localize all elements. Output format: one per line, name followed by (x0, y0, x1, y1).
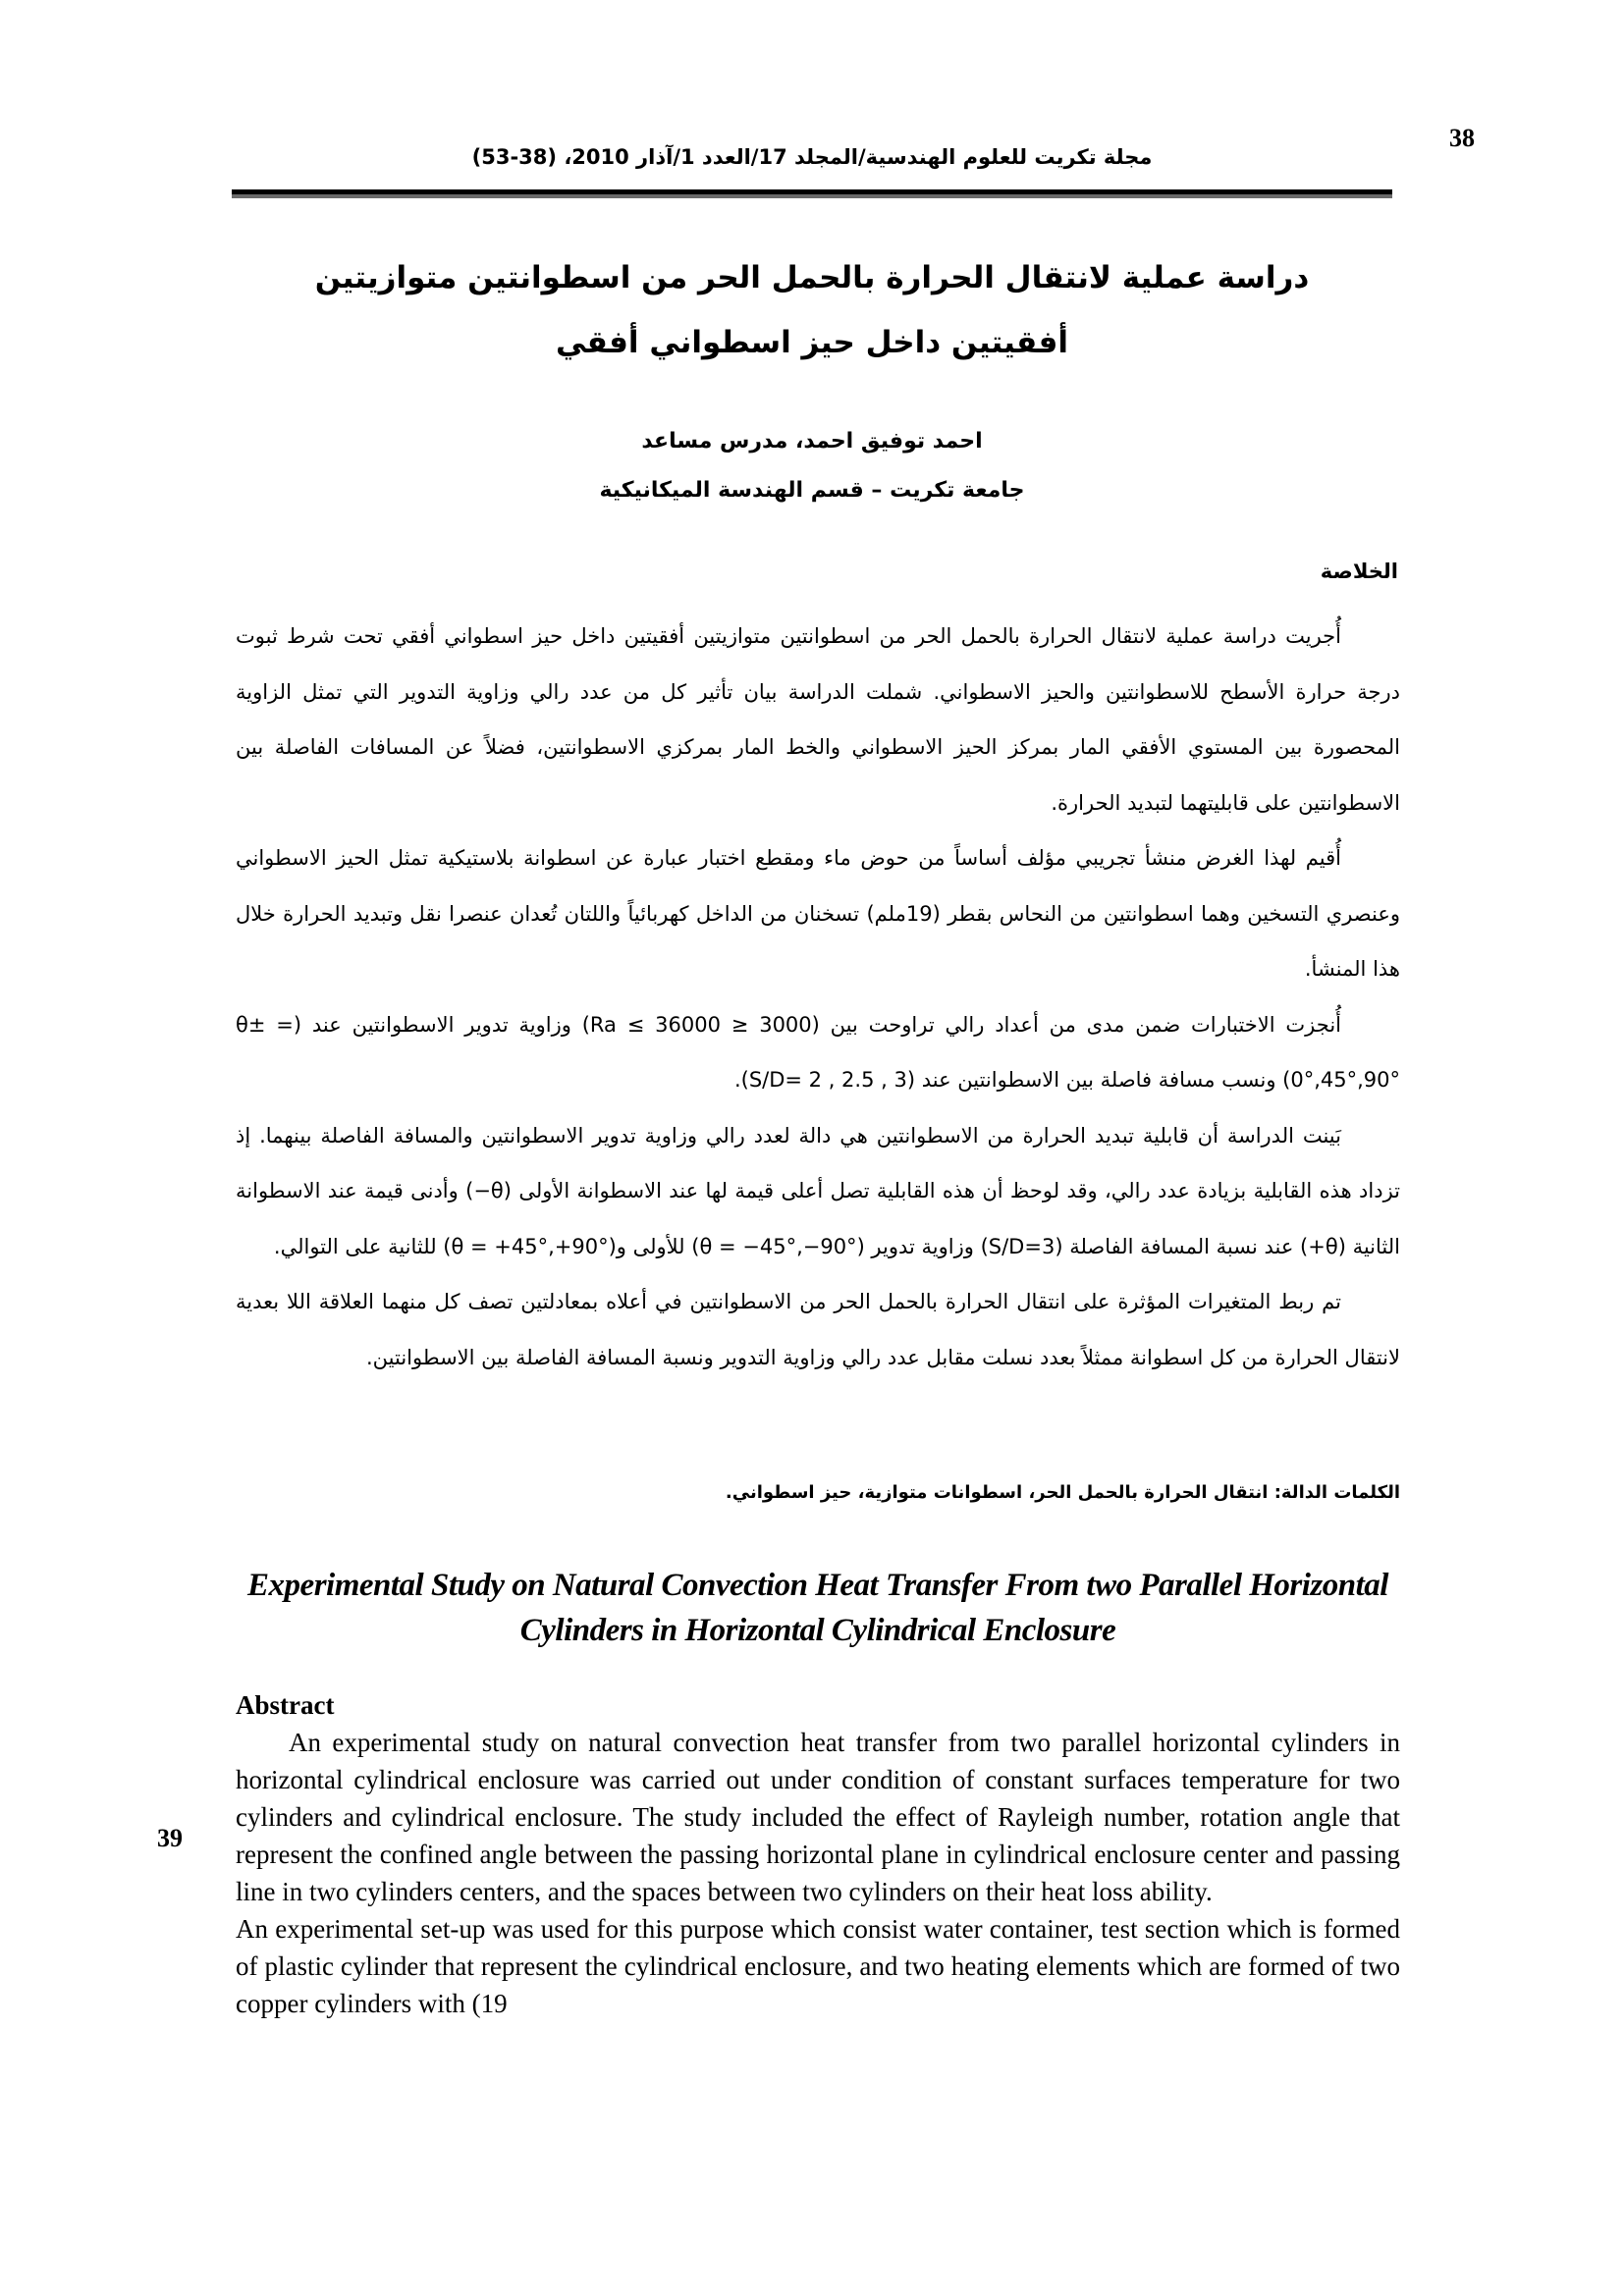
arabic-paragraph: أُنجزت الاختبارات ضمن مدى من أعداد رالي تراوحت بين (3000 ≤ Ra ≤ 36000) وزاوية تدوير الاسطوانتين عند (θ± = 0°,45°,90°) ونسب مسافة فاصلة بين الاسطوانتين عند (S/D= 2 , 2.5 , 3). (236, 1012, 1400, 1092)
arabic-title-line: دراسة عملية لانتقال الحرارة بالحمل الحر من اسطوانتين متوازيتين (314, 260, 1310, 295)
arabic-paragraph: تم ربط المتغيرات المؤثرة على انتقال الحرارة بالحمل الحر من الاسطوانتين في أعلاه بمعادلتين تصف كل منهما العلاقة اللا بعدية لانتقال الحرارة من كل اسطوانة ممثلاً بعدد نسلت مقابل عدد رالي وزاوية التدوير ونسبة المسافة الفاصلة بين الاسطوانتين. (236, 1290, 1400, 1369)
arabic-abstract-body (236, 609, 1400, 1385)
author-block (295, 417, 1329, 515)
arabic-title (295, 245, 1329, 375)
arabic-paragraph: بَينت الدراسة أن قابلية تبديد الحرارة من الاسطوانتين هي دالة لعدد رالي وزاوية تدوير الاسطوانتين والمسافة الفاصلة بينهما. إذ تزداد هذه القابلية بزيادة عدد رالي، وقد لوحظ أن هذه القابلية تصل أعلى قيمة لها عند الاسطوانة الأولى (θ−) وأدنى قيمة عند الاسطوانة الثانية (θ+) عند نسبة المسافة الفاصلة (S/D=3) وزاوية تدوير (θ = −45°,−90°) للأولى و(θ = +45°,+90°) للثانية على التوالي. (236, 1123, 1401, 1258)
english-abstract-body (236, 1724, 1400, 2022)
english-paragraph: An experimental study on natural convection heat transfer from two parallel horizontal cylinders in horizontal cylindrical enclosure was carried out under condition of constant surfaces temperature for two cylinders and cylindrical enclosure. The study included the effect of Rayleigh number, rotation angle that represent the confined angle between the passing horizontal plane in cylindrical enclosure center and passing line in two cylinders centers, and the spaces between two cylinders on their heat loss ability. (236, 1728, 1400, 1906)
header-rule-shadow (232, 194, 1392, 198)
arabic-abstract-heading: الخلاصة (1320, 560, 1398, 583)
english-title: Experimental Study on Natural Convection Heat Transfer From two Parallel Horizontal Cylinders in Horizontal Cylindrical Enclosure (247, 1568, 1388, 1648)
english-abstract-heading: Abstract (236, 1690, 335, 1720)
author-name: احمد توفيق احمد، مدرس مساعد (641, 429, 983, 454)
arabic-keywords: الكلمات الدالة: انتقال الحرارة بالحمل الحر، اسطوانات متوازية، حيز اسطواني. (725, 1482, 1400, 1503)
arabic-paragraph: أُجريت دراسة عملية لانتقال الحرارة بالحمل الحر من اسطوانتين متوازيتين أفقيتين داخل حيز اسطواني أفقي تحت شرط ثبوت درجة حرارة الأسطح للاسطوانتين والحيز الاسطواني. شملت الدراسة بيان تأثير كل من عدد رالي وزاوية التدوير التي تمثل الزاوية المحصورة بين المستوي الأفقي المار بمركز الحيز الاسطواني والخط المار بمركزي الاسطوانتين، فضلاً عن المسافات الفاصلة بين الاسطوانتين على قابليتهما لتبديد الحرارة. (236, 624, 1400, 815)
journal-header: مجلة تكريت للعلوم الهندسية/المجلد 17/العدد 1/آذار 2010، (38-53) (471, 145, 1153, 169)
page-number-side: 39 (157, 1824, 183, 1852)
arabic-paragraph: أُقيم لهذا الغرض منشأ تجريبي مؤلف أساساً من حوض ماء ومقطع اختبار عبارة عن اسطوانة بلاستيكية تمثل الحيز الاسطواني وعنصري التسخين وهما اسطوانتين من النحاس بقطر (19ملم) تسخنان من الداخل كهربائياً واللتان تُعدان عنصرا نقل وتبديد الحرارة خلال هذا المنشأ. (236, 846, 1400, 981)
author-affiliation: جامعة تكريت – قسم الهندسة الميكانيكية (599, 478, 1025, 503)
page-number: 38 (1449, 124, 1475, 152)
arabic-title-line: أفقيتين داخل حيز اسطواني أفقي (555, 325, 1069, 360)
english-paragraph: An experimental set-up was used for this purpose which consist water container, test section which is formed of plastic cylinder that represent the cylindrical enclosure, and two heating elements which are formed of two copper cylinders with (19 (236, 1914, 1400, 2018)
